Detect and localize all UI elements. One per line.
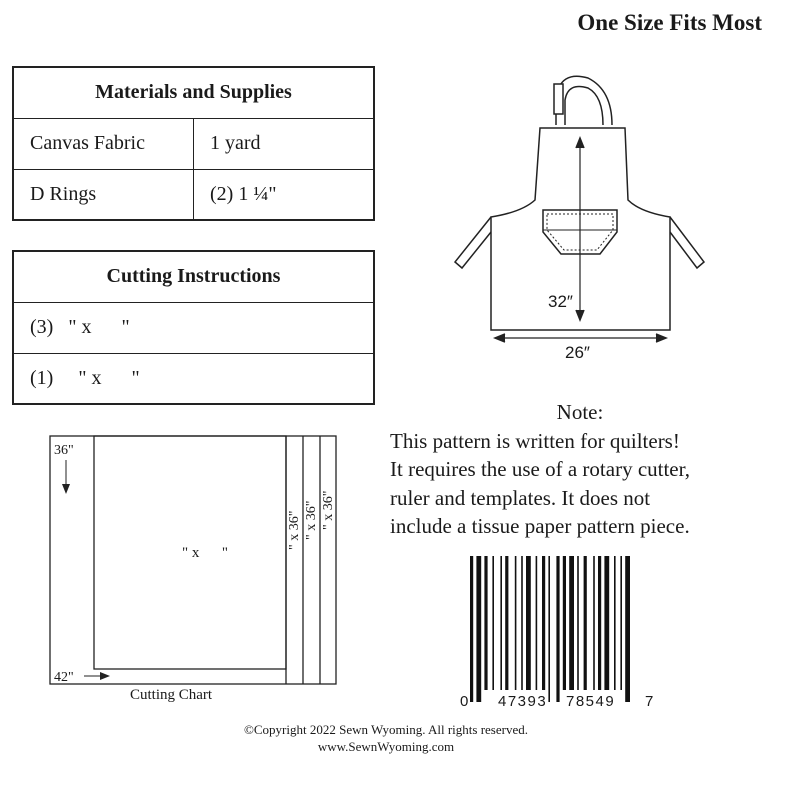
material-qty: (2) 1 ¼" <box>194 169 375 220</box>
barcode-digits: 47393 <box>498 693 548 710</box>
material-item: Canvas Fabric <box>13 118 194 169</box>
barcode-bar <box>625 556 630 702</box>
size-title: One Size Fits Most <box>577 10 762 35</box>
barcode-digit: 7 <box>645 693 654 710</box>
barcode-bar <box>569 556 574 690</box>
cutting-title: Cutting Instructions <box>13 251 374 302</box>
barcode-digits: 78549 <box>566 693 616 710</box>
note-line: It requires the use of a rotary cutter, <box>390 457 691 481</box>
cutting-row: (3) " x " <box>13 302 374 353</box>
copyright-text: ©Copyright 2022 Sewn Wyoming. All rights reserved. <box>243 722 528 737</box>
barcode-bar <box>593 556 595 690</box>
cutting-row: (1) " x " <box>13 353 374 404</box>
barcode-digit: 0 <box>460 693 469 710</box>
chart-strip-label: " x 36" <box>287 510 302 550</box>
barcode-bar <box>620 556 622 690</box>
note-line: ruler and templates. It does not <box>390 485 651 510</box>
chart-strip-label: " x 36" <box>321 490 336 530</box>
barcode-bar <box>548 556 550 702</box>
barcode-bar <box>526 556 531 690</box>
material-qty: 1 yard <box>194 118 375 169</box>
barcode-bar <box>556 556 559 702</box>
barcode-bar <box>614 556 616 690</box>
materials-title: Materials and Supplies <box>13 67 374 118</box>
apron-height-label: 32″ <box>548 292 573 311</box>
footer <box>0 721 772 755</box>
chart-label-42: 42" <box>54 670 74 685</box>
barcode-bar <box>492 556 494 690</box>
barcode-bar <box>476 556 481 702</box>
barcode-bar <box>584 556 587 690</box>
website-text: www.SewnWyoming.com <box>317 739 455 754</box>
note-title: Note: <box>556 400 604 424</box>
barcode-bar <box>484 556 487 690</box>
note-line: This pattern is written for quilters! <box>390 428 680 453</box>
barcode-bar <box>470 556 473 702</box>
chart-caption: Cutting Chart <box>130 687 213 703</box>
barcode-bar <box>598 556 601 690</box>
barcode-bar <box>515 556 517 690</box>
barcode-bar <box>563 556 566 690</box>
chart-label-36: 36" <box>54 443 74 458</box>
material-item: D Rings <box>13 169 194 220</box>
barcode-bar <box>577 556 579 690</box>
barcode-bar <box>542 556 545 690</box>
barcode-bar <box>536 556 538 690</box>
barcode-bar <box>521 556 523 690</box>
barcode-bar <box>500 556 502 690</box>
apron-width-label: 26″ <box>565 343 590 362</box>
barcode-bar <box>505 556 508 690</box>
chart-strip-label: " x 36" <box>304 500 319 540</box>
note-line: include a tissue paper pattern piece. <box>390 514 690 538</box>
chart-main-piece: " x " <box>182 545 228 561</box>
barcode-bar <box>604 556 609 690</box>
